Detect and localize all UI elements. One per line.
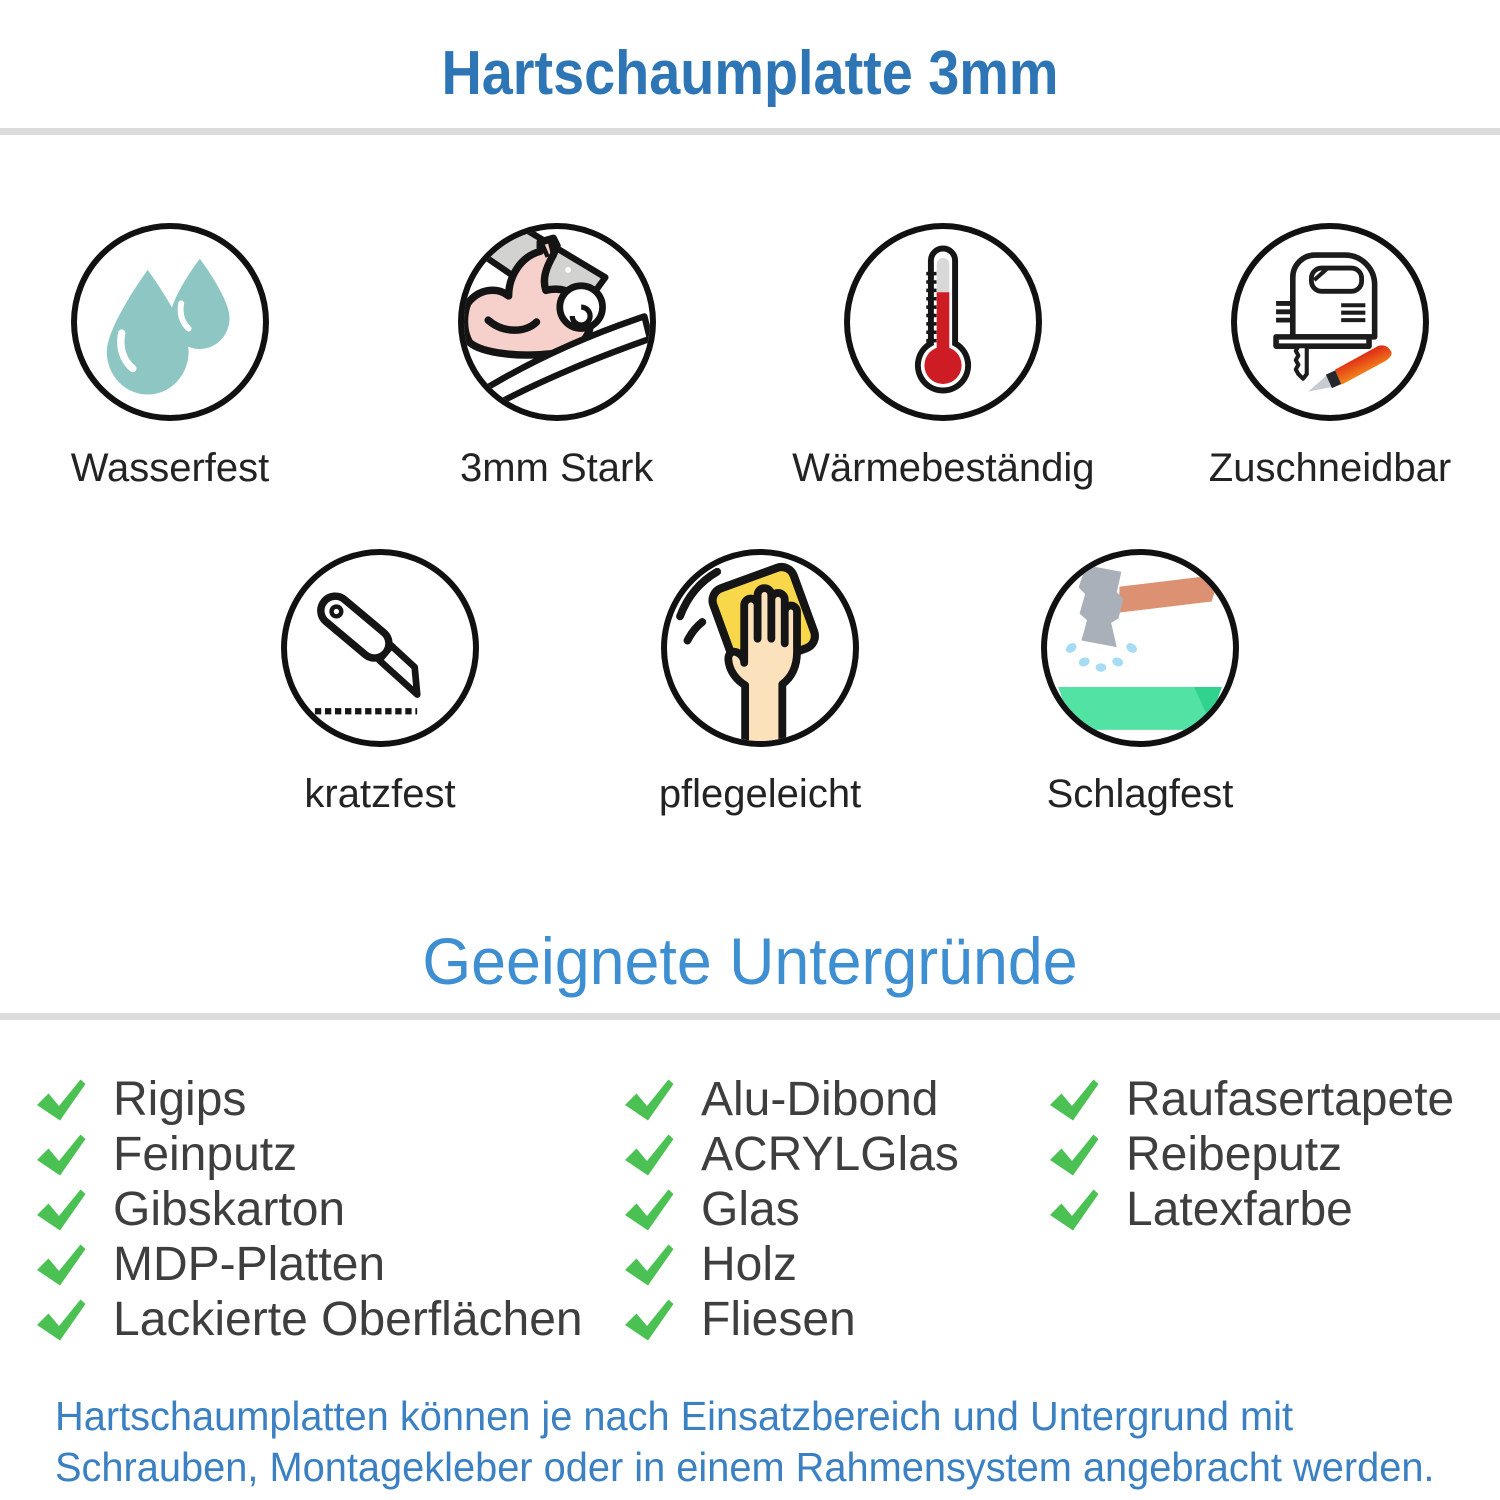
check-icon [1048,1188,1100,1232]
water-drops-icon [77,229,263,415]
utility-knife-icon [287,555,473,741]
feature-label: Zuschneidbar [1208,446,1452,490]
list-item-label: Lackierte Oberflächen [113,1293,583,1346]
footnote-line-2: Schrauben, Montagekleber oder in einem Rahmensystem angebracht werden. [55,1444,1435,1490]
footnote-line-1: Hartschaumplatten können je nach Einsatzbereich und Untergrund mit [55,1393,1294,1439]
page-title: Hartschaumplatte 3mm [441,39,1059,108]
feature-pflegeleicht [610,549,910,817]
list-item-label: Rigips [113,1073,247,1126]
list-item [35,1127,623,1182]
feature-label: pflegeleicht [658,772,862,816]
substrates-column-2 [623,1072,1048,1347]
list-item [35,1072,623,1127]
list-item-label: Fliesen [701,1293,856,1346]
section-title-substrates: Geeignete Untergründe [422,924,1078,998]
feature-3mm-stark [407,223,707,491]
list-item-label: ACRYLGlas [701,1128,959,1181]
feature-waermebestaendig [793,223,1093,491]
check-icon [35,1188,87,1232]
list-item [35,1182,623,1237]
feature-zuschneidbar [1180,223,1480,491]
check-icon [623,1243,675,1287]
list-item-label: MDP-Platten [113,1238,386,1291]
list-item [623,1182,1048,1237]
list-item [623,1127,1048,1182]
icon-circle [844,223,1042,421]
check-icon [35,1078,87,1122]
divider-middle [0,1013,1500,1020]
list-item-label: Glas [701,1183,800,1236]
feature-wasserfest [20,223,320,491]
list-item-label: Raufasertapete [1126,1073,1455,1126]
feature-label: 3mm Stark [459,446,654,490]
hammer-impact-icon [1047,555,1233,741]
footnote [55,1391,1457,1493]
check-icon [1048,1078,1100,1122]
list-item [623,1072,1048,1127]
feature-label: Wasserfest [70,446,270,490]
list-item [35,1237,623,1292]
feature-row-2 [0,549,1500,817]
icon-circle [458,223,656,421]
list-item-label: Latexfarbe [1126,1183,1353,1236]
divider-top [0,128,1500,135]
substrates-column-1 [35,1072,623,1347]
list-item [623,1292,1048,1347]
feature-schlagfest [990,549,1290,817]
icon-circle [1041,549,1239,747]
wiping-hand-icon [667,555,853,741]
check-icon [1048,1133,1100,1177]
list-item-label: Feinputz [113,1128,298,1181]
check-icon [35,1243,87,1287]
muscle-arm-roll-icon [464,229,650,415]
list-item [623,1237,1048,1292]
feature-label: Schlagfest [1046,772,1234,816]
icon-circle [661,549,859,747]
check-icon [35,1133,87,1177]
feature-label: Wärmebeständig [792,446,1095,490]
list-item-label: Alu-Dibond [701,1073,939,1126]
check-icon [35,1298,87,1342]
list-item [1048,1072,1500,1127]
icon-circle [71,223,269,421]
feature-kratzfest [230,549,530,817]
list-item-label: Gibskarton [113,1183,346,1236]
thermometer-icon [850,229,1036,415]
list-item-label: Holz [701,1238,798,1291]
check-icon [623,1298,675,1342]
feature-row-1 [0,223,1500,491]
list-item-label: Reibeputz [1126,1128,1343,1181]
substrates-column-3 [1048,1072,1500,1347]
list-item [1048,1127,1500,1182]
check-icon [623,1188,675,1232]
check-icon [623,1133,675,1177]
check-icon [623,1078,675,1122]
list-item [1048,1182,1500,1237]
substrates-section [0,1072,1500,1347]
feature-label: kratzfest [304,772,456,816]
list-item [35,1292,623,1347]
icon-circle [281,549,479,747]
icon-circle [1231,223,1429,421]
jigsaw-cutter-icon [1237,229,1423,415]
